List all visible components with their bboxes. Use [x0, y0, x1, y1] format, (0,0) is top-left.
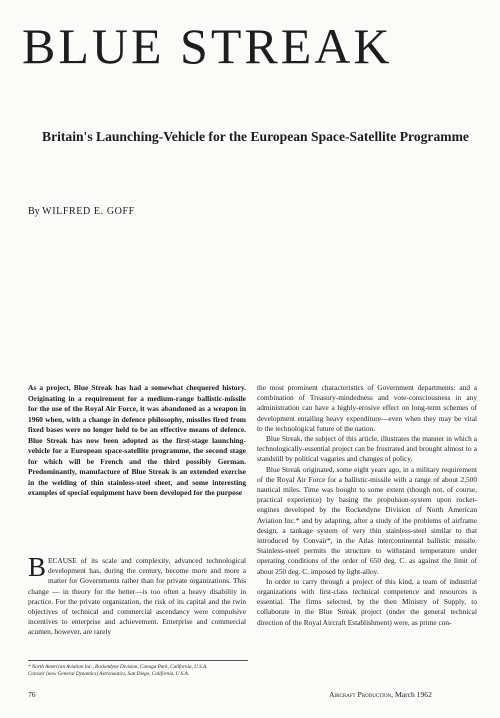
drop-cap: B: [28, 552, 47, 582]
running-footer: [329, 690, 432, 699]
issue-date: , March 1962: [391, 690, 432, 699]
body-paragraph: the most prominent characteristics of Government departments: and a combination of Treasury-mindedness and vote-consciousness in any administration can have a highly-erosive effect on long-term schemes of development entailing heavy expenditure—even when they may be vital to the technological future of the nation.: [257, 383, 477, 433]
body-paragraph: Blue Streak, the subject of this article, illustrates the manner in which a technologically-essential project can be frustrated and brought almost to a standstill by political vagaries and changes of policy.: [257, 434, 477, 464]
body-paragraph: Blue Streak originated, some eight years ago, in a military requirement of the Royal Air Force for a ballistic-missile with a range of about 2,500 nautical miles. Time was bought to some extent (though not, of course, practical experience) by basing the propulsion-system upon rocket-engines developed by the Rocketdyne Division of North American Aviation Inc.* and by adapting, after a study of the problems of airframe design, a tankage system of very thin stainless-steel similar to that introduced by Convair*, in the Atlas intercontinental ballistic missile. Stainless-steel permits the structure to withstand temperature under operating conditions of the order of 650 deg. C. as against the limit of about 250 deg. C. imposed by light-alloy.: [257, 464, 477, 576]
body-paragraph: In order to carry through a project of this kind, a team of industrial organizations with first-class technical competence and resources is essential. The firms selected, by the then Ministry of Supply, to collaborate in the Blue Streak project (under the general technical direction of the Royal Aircraft Establishment) were, as prime con-: [257, 576, 477, 627]
footnotes: [28, 660, 248, 678]
article-subtitle: Britain's Launching-Vehicle for the European Space-Satellite Programme: [42, 129, 469, 144]
footnote: * North American Aviation Inc., Rocketdyne Division, Canoga Park, California, U.S.A.: [28, 664, 208, 670]
article-title: BLUE STREAK: [22, 18, 393, 74]
body-right-column: [257, 383, 477, 628]
byline-prefix: By: [28, 206, 43, 217]
standfirst: As a project, Blue Streak has had a somewhat chequered history. Originating in a requirement for a medium-range ballistic-missile for the use of the Royal Air Force, it was abandoned as a weapon in 1960 when, with a change in defence philosophy, missiles fired from fixed bases were no longer held to be an effective means of defence. Blue Streak has now been adopted as the first-stage launching-vehicle for a European space-satellite programme, the second stage for which will be French and the third possibly German. Predominantly, manufacture of Blue Streak is an extended exercise in the welding of thin stainless-steel sheet, and some interesting examples of special equipment have been developed for the purpose: [28, 383, 246, 497]
body-left-text: ECAUSE of its scale and complexity, advanced technological development has, during the century, become more and more a matter for Governments rather than for private organizations. This change — in theory for the better—is too often a heavy disability in practice. For the private organization, the risk of its capital and the twin objectives of technical and commercial ascendancy were compulsive incentives to enterprise and achievement. Enterprise and commercial acumen, however, are rarely: [28, 556, 246, 637]
body-left-column: [28, 552, 246, 638]
byline: [28, 206, 135, 217]
footnote: Convair (now General Dynamics) Astronautics, San Diego, California, U.S.A.: [28, 671, 190, 677]
author-name: WILFRED E. GOFF: [42, 206, 135, 217]
journal-name: Aircraft Production: [329, 690, 392, 699]
page-number: 76: [28, 690, 36, 699]
